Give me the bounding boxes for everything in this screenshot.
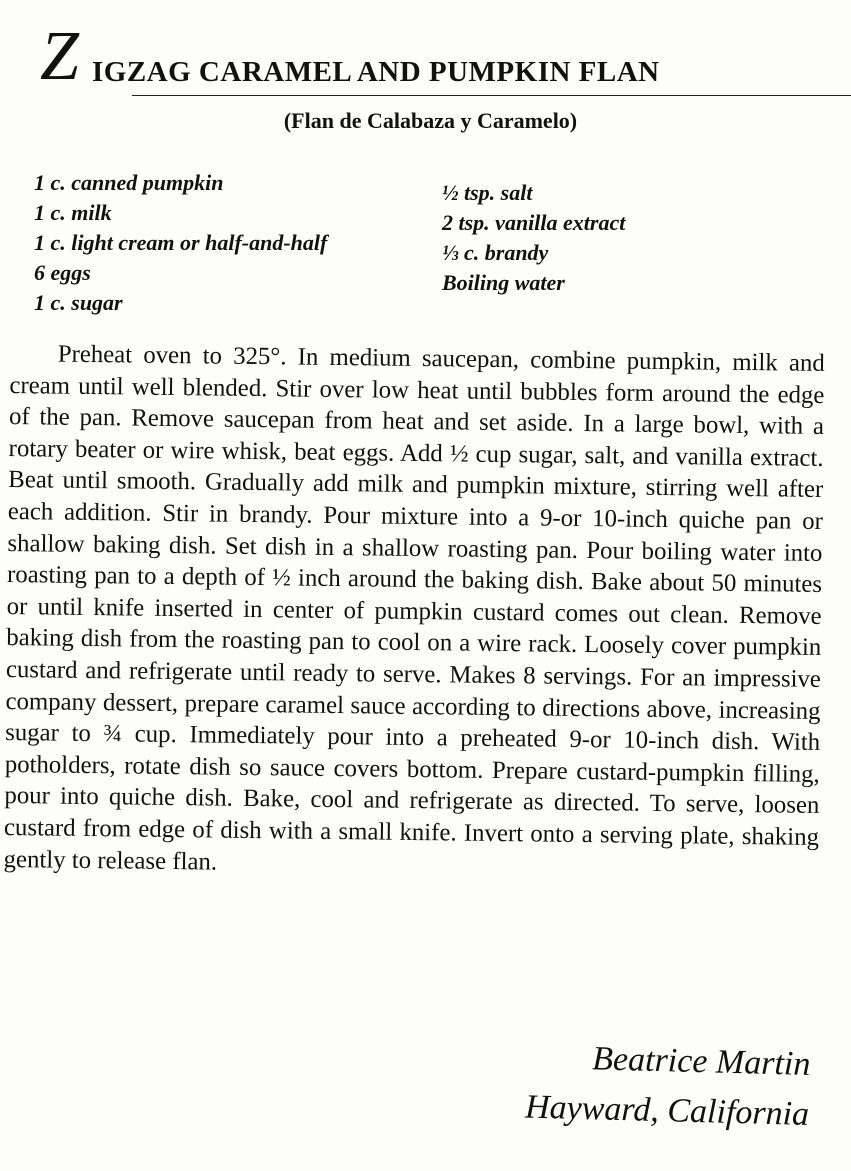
ingredients-column-left: [34, 168, 327, 318]
method-paragraph: Preheat oven to 325°. In medium saucepan, combine pumpkin, milk and cream until well blended. Stir over low heat until bubbles form around the edge of the pan. Remove saucepan from heat and set aside. In a large bowl, with a rotary beater or wire whisk, beat eggs. Add ½ cup sugar, salt, and vanilla extract. Beat until smooth. Gradually add milk and pumpkin mixture, stirring well after each addition. Stir in brandy. Pour mixture into a 9-or 10-inch quiche pan or shallow baking dish. Set dish in a shallow roasting pan. Pour boiling water into roasting pan to a depth of ½ inch around the baking dish. Bake about 50 minutes or until knife inserted in center of pumpkin custard comes out clean. Remove baking dish from the roasting pan to cool on a wire rack. Loosely cover pumpkin custard and refrigerate until ready to serve. Makes 8 servings. For an impressive company dessert, prepare caramel sauce according to directions above, increasing sugar to ¾ cup. Immediately pour into a preheated 9-or 10-inch dish. With potholders, rotate dish so sauce covers bottom. Prepare custard-pumpkin filling, pour into quiche dish. Bake, cool and refrigerate as directed. To serve, loosen custard from edge of dish with a small knife. Invert onto a serving plate, shaking gently to release flan.: [3, 340, 825, 876]
method-instructions: [3, 338, 825, 885]
title-drop-cap: Z: [40, 18, 79, 95]
ingredients-column-right: [442, 178, 625, 298]
ingredient-item: 1 c. milk: [34, 200, 112, 225]
recipe-subtitle: (Flan de Calabaza y Caramelo): [283, 108, 578, 133]
ingredient-item: 2 tsp. vanilla extract: [442, 210, 626, 235]
contributor-name: Beatrice Martin: [591, 1040, 811, 1083]
title-text: IGZAG CARAMEL AND PUMPKIN FLAN: [92, 56, 660, 88]
title-underline: [132, 95, 851, 96]
ingredient-item: 1 c. light cream or half-and-half: [34, 230, 328, 255]
ingredient-item: 6 eggs: [34, 260, 91, 285]
contributor-location: Hayward, California: [524, 1088, 810, 1133]
ingredient-item: 1 c. sugar: [34, 290, 123, 315]
contributor-signature: [524, 1033, 811, 1140]
ingredient-item: ½ tsp. salt: [442, 180, 533, 205]
recipe-title: [40, 18, 840, 102]
ingredient-item: ⅓ c. brandy: [442, 240, 549, 265]
ingredient-item: 1 c. canned pumpkin: [34, 170, 224, 195]
ingredient-item: Boiling water: [442, 270, 565, 295]
